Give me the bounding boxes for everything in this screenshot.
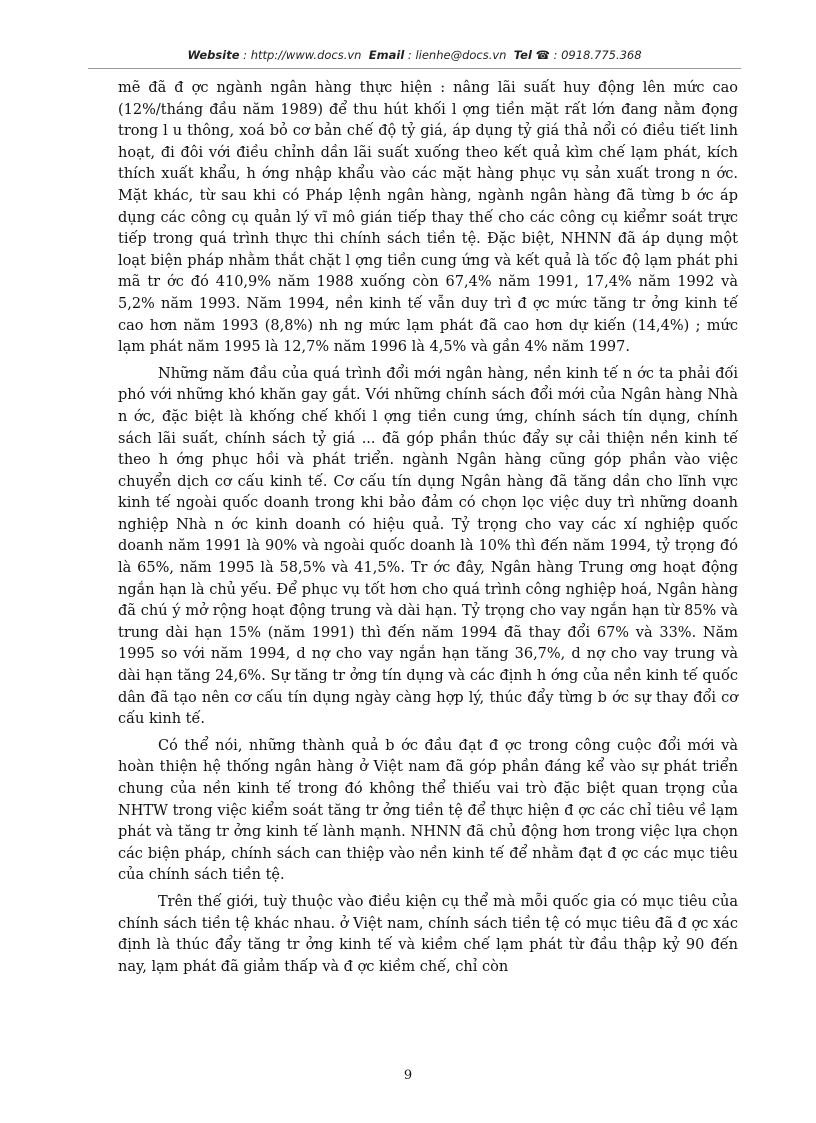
paragraph-3: Có thể nói, những thành quả b ớc đầu đạt đ ợc trong công cuộc đổi mới và hoàn thiện hệ thống ngân hàng ở Việt nam đã góp phần đáng kể vào sự phát triển chung của nền kinh tế trong đó không thể thiếu vai trò đặc biệt quan trọng của NHTW trong việc kiểm soát tăng tr ởng tiền tệ để thực hiện đ ợc các chỉ tiêu về lạm phát và tăng tr ởng kinh tế lành mạnh. NHNN đã chủ động hơn trong việc lựa chọn các biện pháp, chính sách can thiệp vào nền kinh tế để nhằm đạt đ ợc các mục tiêu của chính sách tiền tệ. (118, 737, 738, 884)
paragraph-2: Những năm đầu của quá trình đổi mới ngân hàng, nền kinh tế n ớc ta phải đối phó với những khó khăn gay gắt. Với những chính sách đổi mới của Ngân hàng Nhà n ớc, đặc biệt là khống chế khối l ợng tiền cung ứng, chính sách tín dụng, chính sách lãi suất, chính sách tỷ giá ... đã góp phần thúc đẩy sự cải thiện nền kinh tế theo h ớng phục hồi và phát triển. ngành Ngân hàng cũng góp phần vào việc chuyển dịch cơ cấu kinh tế. Cơ cấu tín dụng Ngân hàng đã tăng dần cho lĩnh vực kinh tế ngoài quốc doanh trong khi bảo đảm có chọn lọc việc duy trì những doanh nghiệp Nhà n ớc kinh doanh có hiệu quả. Tỷ trọng cho vay các xí nghiệp quốc doanh năm 1991 là 90% và ngoài quốc doanh là 10% thì đến năm 1994, tỷ trọng đó là 65%, năm 1995 là 58,5% và 41,5%. Tr ớc đây, Ngân hàng Trung ơng hoạt động ngắn hạn là chủ yếu. Để phục vụ tốt hơn cho quá trình công nghiệp hoá, Ngân hàng đã chú ý mở rộng hoạt động trung và dài hạn. Tỷ trọng cho vay ngắn hạn từ 85% và trung dài hạn 15% (năm 1991) thì đến năm 1994 đã thay đổi 67% và 33%. Năm 1995 so với năm 1994, d nợ cho vay ngắn hạn tăng 36,7%, d nợ cho vay trung và dài hạn tăng 24,6%. Sự tăng tr ởng tín dụng và các định h ớng của nền kinh tế quốc dân đã tạo nên cơ cấu tín dụng ngày càng hợp lý, thúc đẩy từng b ớc sự thay đổi cơ cấu kinh tế. (118, 365, 738, 728)
paragraph-1: mẽ đã đ ợc ngành ngân hàng thực hiện : nâng lãi suất huy động lên mức cao (12%/tháng đầu năm 1989) để thu hút khối l ợng tiền mặt rất lớn đang nằm đọng trong l u thông, xoá bỏ cơ bản chế độ tỷ giá, áp dụng tỷ giá thả nổi có điều tiết linh hoạt, đi đôi với điều chỉnh dần lãi suất xuống theo kết quả kìm chế lạm phát, kích thích xuất khẩu, h ớng nhập khẩu vào các mặt hàng phục vụ sản xuất trong n ớc. Mặt khác, từ sau khi có Pháp lệnh ngân hàng, ngành ngân hàng đã từng b ớc áp dụng các công cụ quản lý vĩ mô gián tiếp thay thế cho các công cụ kiểmr soát trực tiếp trong quá trình thực thi chính sách tiền tệ. Đặc biệt, NHNN đã áp dụng một loạt biện pháp nhằm thắt chặt l ợng tiền cung ứng và kết quả là tốc độ lạm phát phi mã tr ớc đó 410,9% năm 1988 xuống còn 67,4% năm 1991, 17,4% năm 1992 và 5,2% năm 1993. Năm 1994, nền kinh tế vẫn duy trì đ ợc mức tăng tr ởng kinh tế cao hơn năm 1993 (8,8%) nh ng mức lạm phát đã cao hơn dự kiến (14,4%) ; mức lạm phát năm 1995 là 12,7% năm 1996 là 4,5% và gần 4% năm 1997. (118, 80, 738, 356)
document-body (118, 78, 738, 983)
email-label: Email (368, 48, 405, 62)
header-divider (88, 68, 741, 69)
phone-icon: ☎ (535, 48, 550, 62)
email-address[interactable]: : lienhe@docs.vn (407, 48, 507, 62)
paragraph-4: Trên thế giới, tuỳ thuộc vào điều kiện cụ thể mà mỗi quốc gia có mục tiêu của chính sách tiền tệ khác nhau. ở Việt nam, chính sách tiền tệ có mục tiêu đã đ ợc xác định là thúc đẩy tăng tr ởng kinh tế và kiềm chế lạm phát từ đầu thập kỷ 90 đến nay, lạm phát đã giảm thấp và đ ợc kiềm chế, chỉ còn (118, 893, 738, 975)
page-header (88, 48, 741, 70)
website-url[interactable]: : http://www.docs.vn (243, 48, 362, 62)
page-number: 9 (403, 1068, 413, 1083)
website-label: Website (187, 48, 240, 62)
tel-label: Tel (513, 48, 532, 62)
tel-number: : 0918.775.368 (553, 48, 642, 62)
